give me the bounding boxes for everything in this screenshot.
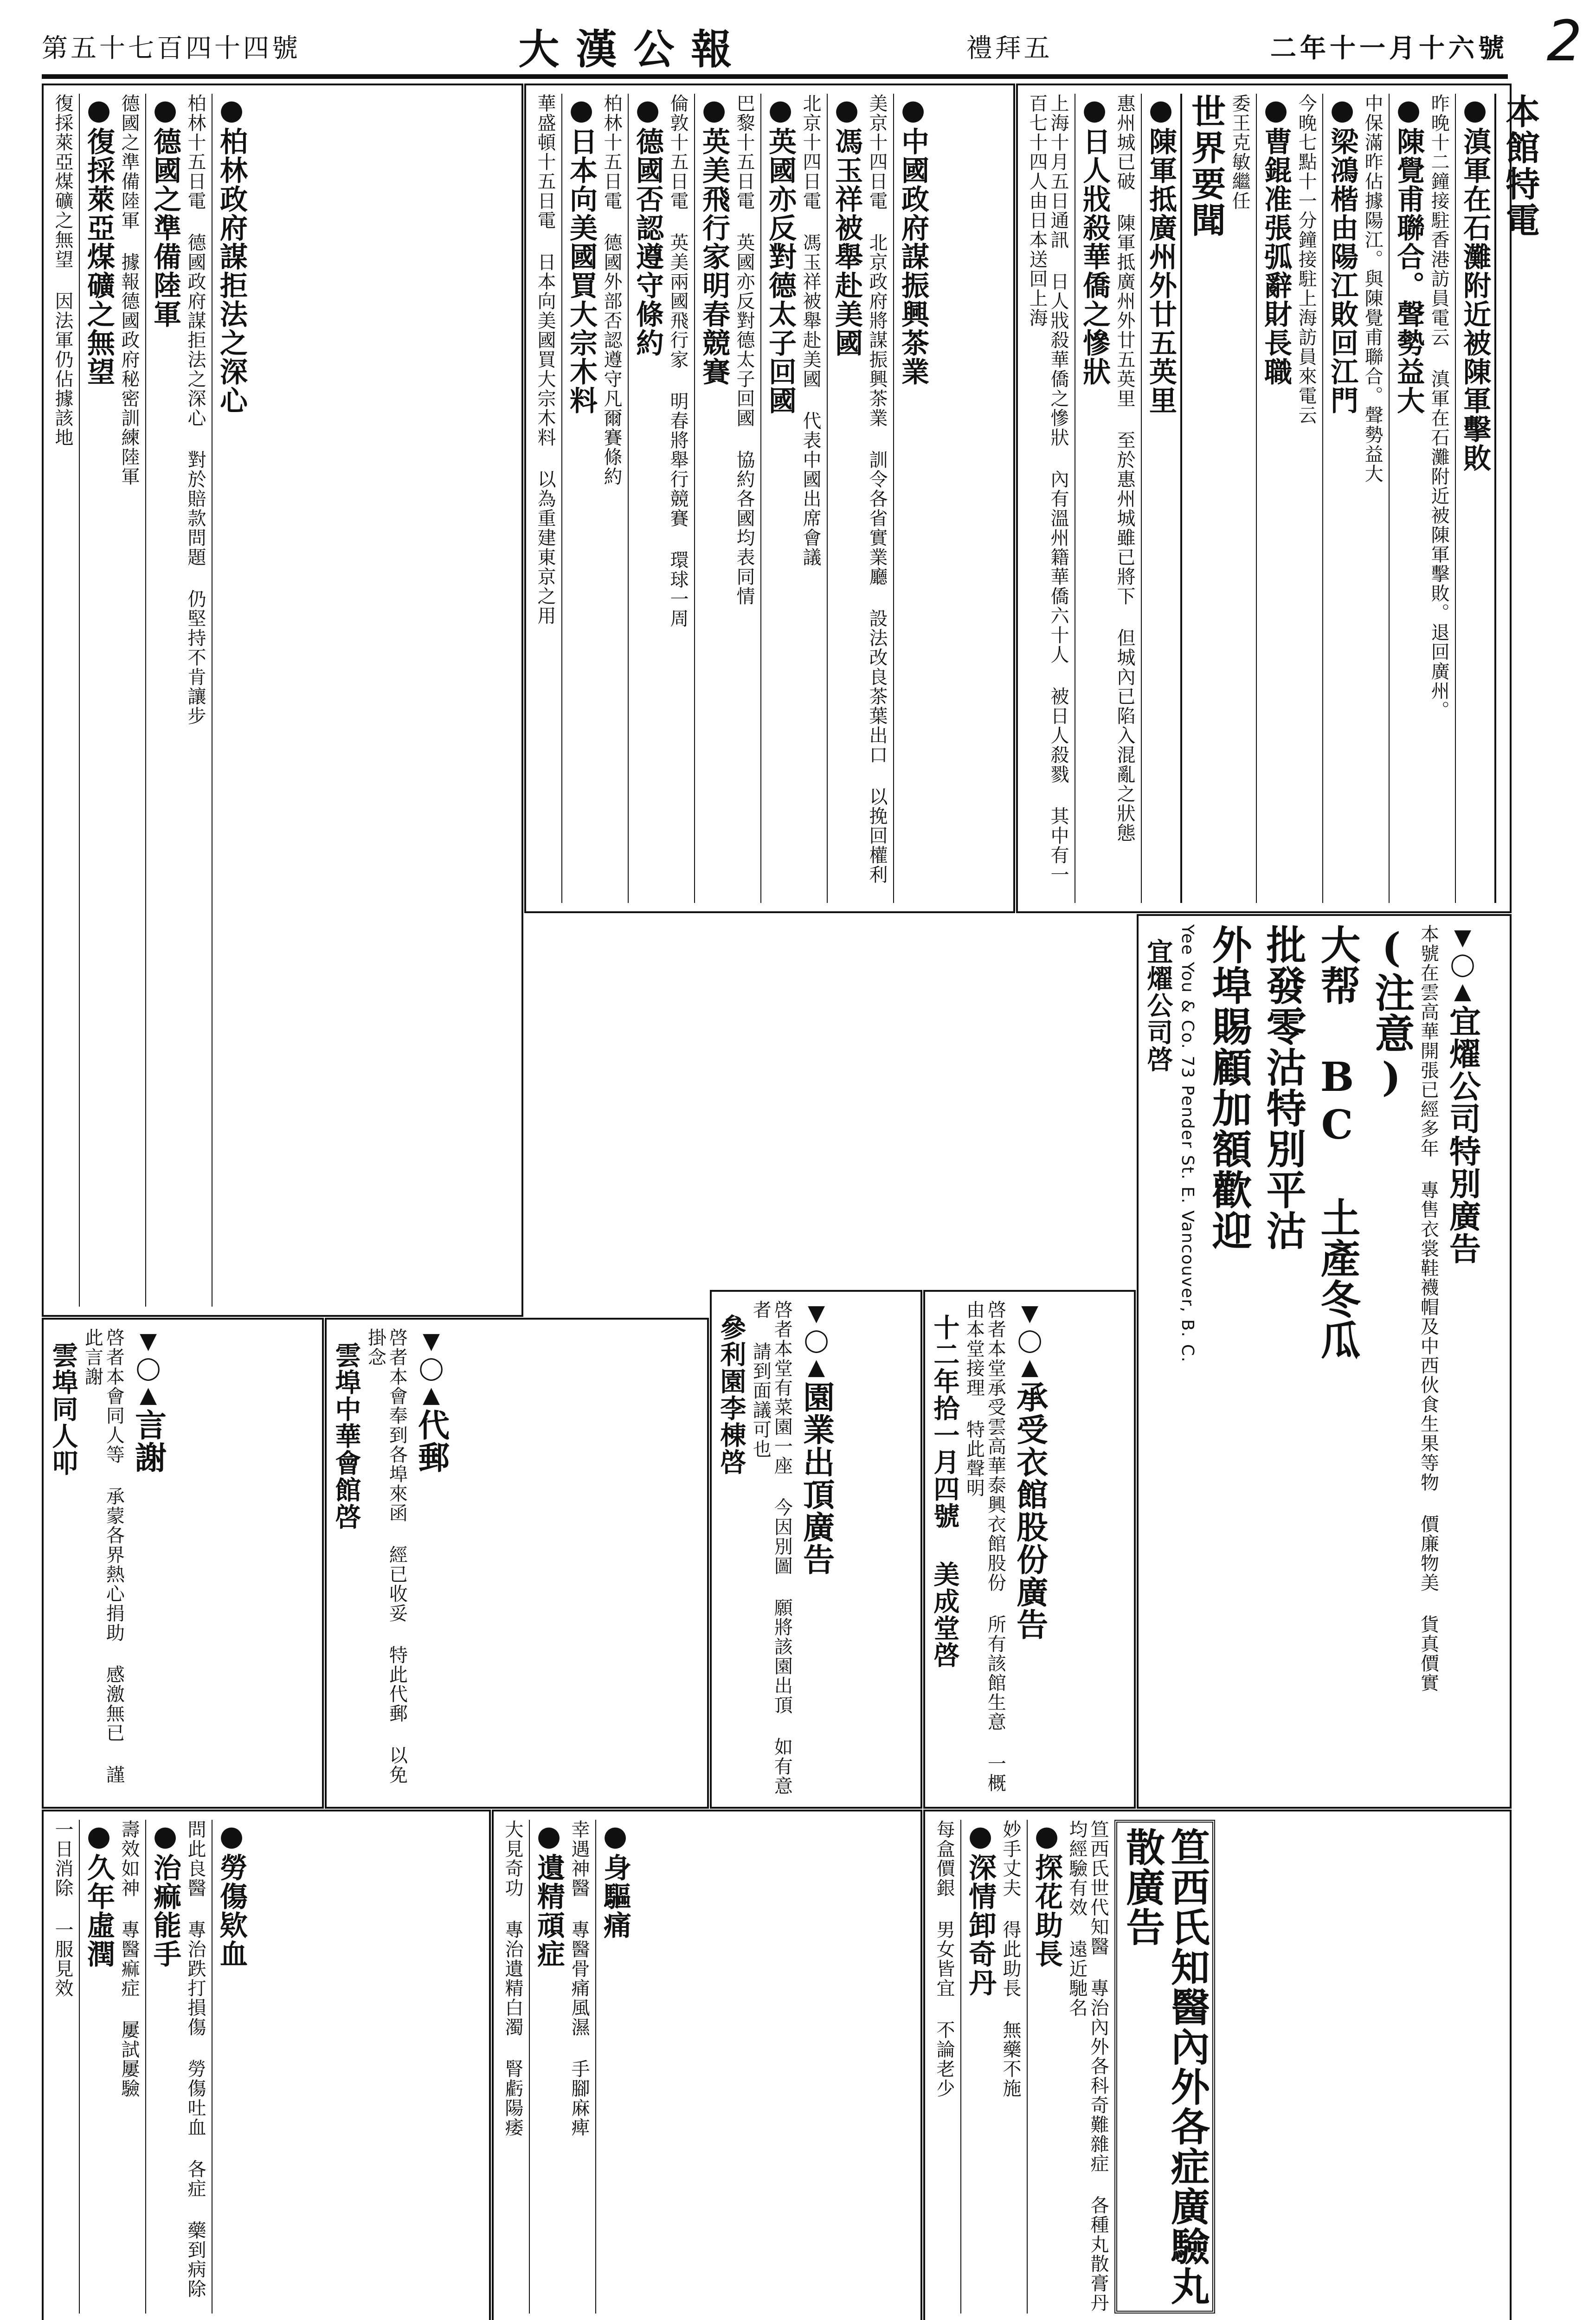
right-text: 德國之準備陸軍 據報德國政府秘密訓練陸軍: [118, 94, 140, 486]
medicine-third-column: [44, 1811, 252, 2320]
center-text: 柏林十五日電 德國外部否認遵守凡爾賽條約: [601, 94, 622, 486]
center-text: 倫敦十五日電 英美兩國飛行家 明春將舉行競賽 環球一周: [667, 94, 689, 628]
medicine-second-column: [494, 1811, 636, 2320]
wire-headline: ● 滇軍在石灘附近被陳軍擊敗: [1455, 94, 1491, 903]
medicine-body: 幸遇神醫 專醫骨痛風濕 手腳麻痺: [568, 1820, 590, 2137]
right-text: 柏林十五日電 德國政府謀拒法之深心 對於賠款問題 仍堅持不肯讓步: [185, 94, 206, 726]
ad-address: Yee You & Co. 73 Pender St. E. Vancouver, B. C.: [1178, 924, 1197, 1363]
wire-text: 今晚七點十一分鐘接駐上海訪員來電云: [1295, 94, 1317, 425]
center-headline: ● 英國亦反對德太子回國: [760, 94, 796, 903]
center-news-block: [524, 84, 1015, 913]
ad-body: 啓者本堂承受雲高華泰興衣館股份 所有該館生意 一概由本堂接理 特此聲明: [963, 1300, 1006, 1793]
wire-text: 上海十月五日通訊 日人戕殺華僑之慘狀 內有溫州籍華僑六十人 被日人殺戮 其中有一百七十四人由日本送回上海: [1026, 94, 1069, 884]
center-headline: ● 中國政府謀振興茶業: [893, 94, 929, 903]
medicine-box-title: 笪西氏知醫內外各症廣驗丸散廣告: [1114, 1820, 1215, 2314]
ad-body: 本號在雲高華開張已經多年 專售衣裳鞋襪帽及中西伙食生果等物 價廉物美 貨真價實: [1417, 924, 1439, 1693]
center-text: 北京十四日電 馮玉祥被舉赴美國 代表中國出席會議: [800, 94, 821, 567]
medicine-ad-second: [492, 1810, 922, 2320]
wire-text: 昨晚十二鐘接駐香港訪員電云 滇軍在石灘附近被陳軍擊敗。退回廣州。: [1428, 94, 1450, 720]
medicine-body: 壽效如神 專醫痲症 屢試屢驗: [118, 1820, 140, 2098]
center-text: 巴黎十五日電 英國亦反對德太子回國 協約各國均表同情: [734, 94, 755, 606]
medicine-body: 妙手丈夫 得此助長 無藥不施: [1000, 1820, 1021, 2098]
center-headline: ● 英美飛行家明春競賽: [694, 94, 730, 903]
medicine-headline: ● 治痲能手: [145, 1820, 181, 2314]
center-text: 美京十四日電 北京政府將謀振興茶業 訓令各省實業廳 設法改良茶葉出口 以挽回權利: [866, 94, 888, 884]
ad-title: ▼◯▲ 園業出頂廣告: [798, 1300, 834, 1798]
ad-title: ▼◯▲ 承受衣館股份廣告: [1011, 1300, 1048, 1798]
ad-block-laundry: [923, 1290, 1136, 1809]
ad-extra: 外埠賜顧加額歡迎: [1205, 924, 1252, 1251]
ad-notice: (注意): [1368, 924, 1415, 1102]
ad-extra: 大帮 BC 土產冬瓜: [1313, 924, 1361, 1360]
ad-garden-column: [712, 1292, 839, 1807]
wire-news-title: 本館特電: [1494, 94, 1539, 903]
wire-text: 委王克敏繼任: [1229, 94, 1251, 211]
ad-yiyao-column: [1139, 916, 1486, 1807]
right-headline: ● 德國之準備陸軍: [145, 94, 181, 1307]
right-headline: ● 復採萊亞煤礦之無望: [79, 94, 115, 1307]
ad-footer: 宜燿公司啓: [1143, 938, 1174, 1073]
ad-block-garden: [710, 1290, 922, 1809]
wire-text: 中保滿昨佔據陽江。與陳覺甫聯合。聲勢益大: [1362, 94, 1384, 483]
masthead: [42, 19, 1508, 79]
wire-headline: ● 陳覺甫聯合。聲勢益大: [1389, 94, 1424, 903]
ad-block-yiyao: [1137, 914, 1512, 1809]
center-headline: ● 馮玉祥被舉赴美國: [827, 94, 862, 903]
medicine-body: 一日消除 一服見效: [52, 1820, 73, 1998]
right-news-column: [44, 85, 252, 1315]
ad-title: ▼◯▲ 言謝: [130, 1328, 166, 1798]
right-headline: ● 柏林政府謀拒法之深心: [212, 94, 247, 1307]
ad-body: 啓者本堂有菜園一座 今因別圖 願將該園出頂 如有意者 請到面議可也: [750, 1300, 793, 1796]
ad-title: ▼◯▲ 代郵: [413, 1328, 449, 1798]
masthead-name: 大漢公報: [518, 25, 749, 73]
ad-body: 啓者本會同人等 承蒙各界熱心捐助 感激無已 謹此言謝: [82, 1328, 125, 1785]
ad-footer: 雲埠同人叩: [48, 1342, 79, 1476]
ad-thanks-column: [44, 1320, 171, 1807]
ad-extra: 批發零沽特別平沽: [1259, 924, 1306, 1251]
ad-footer: 十二年拾一月四號 美成堂啓: [929, 1314, 960, 1669]
ad-title: ▼◯▲ 宜燿公司特別廣告: [1444, 924, 1480, 1798]
wire-headline: ● 曹錕准張弧辭財長職: [1256, 94, 1292, 903]
masthead-issue: 第五十七百四十四號: [42, 33, 301, 64]
medicine-headline: ● 久年虛潤: [79, 1820, 115, 2314]
medicine-headline: ● 身驅痛: [595, 1820, 631, 2314]
medicine-body: 大見奇功 專治遺精白濁 腎虧陽痿: [502, 1820, 523, 2137]
ad-mail-column: [327, 1320, 454, 1807]
wire-text: 惠州城已破 陳軍抵廣州外廿五英里 至於惠州城雖已將下 但城內已陷入混亂之狀態: [1114, 94, 1135, 843]
ad-footer: 參利園李棟啓: [716, 1314, 747, 1476]
medicine-ad-main: [923, 1810, 1512, 2320]
ad-block-mail: [325, 1318, 709, 1809]
ad-block-thanks: [42, 1318, 324, 1809]
medicine-headline: ● 探花助長: [1027, 1820, 1062, 2314]
masthead-weekday: 禮拜五: [966, 33, 1053, 64]
wire-headline: ● 日人戕殺華僑之慘狀: [1075, 94, 1110, 903]
medicine-headline: ● 勞傷欵血: [212, 1820, 247, 2314]
medicine-body: 笪西氏世代知醫 專治內外各科奇難雜症 各種丸散膏丹 均經驗有效 遠近馳名: [1066, 1820, 1109, 2313]
ad-footer: 雲埠中華會館啓: [331, 1342, 362, 1530]
world-news-title: 世界要聞: [1180, 94, 1225, 903]
wire-news-block: [1016, 84, 1540, 913]
right-news-block: [42, 84, 523, 1317]
center-news-column: [526, 85, 933, 911]
center-headline: ● 日本向美國買大宗木料: [561, 94, 597, 903]
wire-headline: ● 陳軍抵廣州外廿五英里: [1141, 94, 1177, 903]
medicine-headline: ● 遺精頑症: [529, 1820, 565, 2314]
ad-laundry-column: [925, 1292, 1053, 1807]
medicine-main-column: [925, 1811, 1220, 2320]
page-number: 2: [1546, 9, 1582, 74]
wire-headline: ● 梁鴻楷由陽江敗回江門: [1322, 94, 1358, 903]
medicine-body: 每盒價銀 男女皆宜 不論老少: [933, 1820, 955, 2098]
center-headline: ● 德國否認遵守條約: [628, 94, 663, 903]
right-text: 復採萊亞煤礦之無望 因法軍仍佔據該地: [52, 94, 73, 447]
medicine-headline: ● 深情卸奇丹: [960, 1820, 996, 2314]
ad-body: 啓者本會奉到各埠來函 經已收妥 特此代郵 以免掛念: [365, 1328, 408, 1785]
medicine-ad-third: [42, 1810, 491, 2320]
wire-news-column: [1018, 85, 1544, 911]
medicine-body: 問此良醫 專治跌打損傷 勞傷吐血 各症 藥到病除: [185, 1820, 206, 2299]
masthead-date: 二年十一月十六號: [1270, 33, 1508, 64]
center-text: 華盛頓十五日電 日本向美國買大宗木料 以為重建東京之用: [534, 94, 556, 625]
